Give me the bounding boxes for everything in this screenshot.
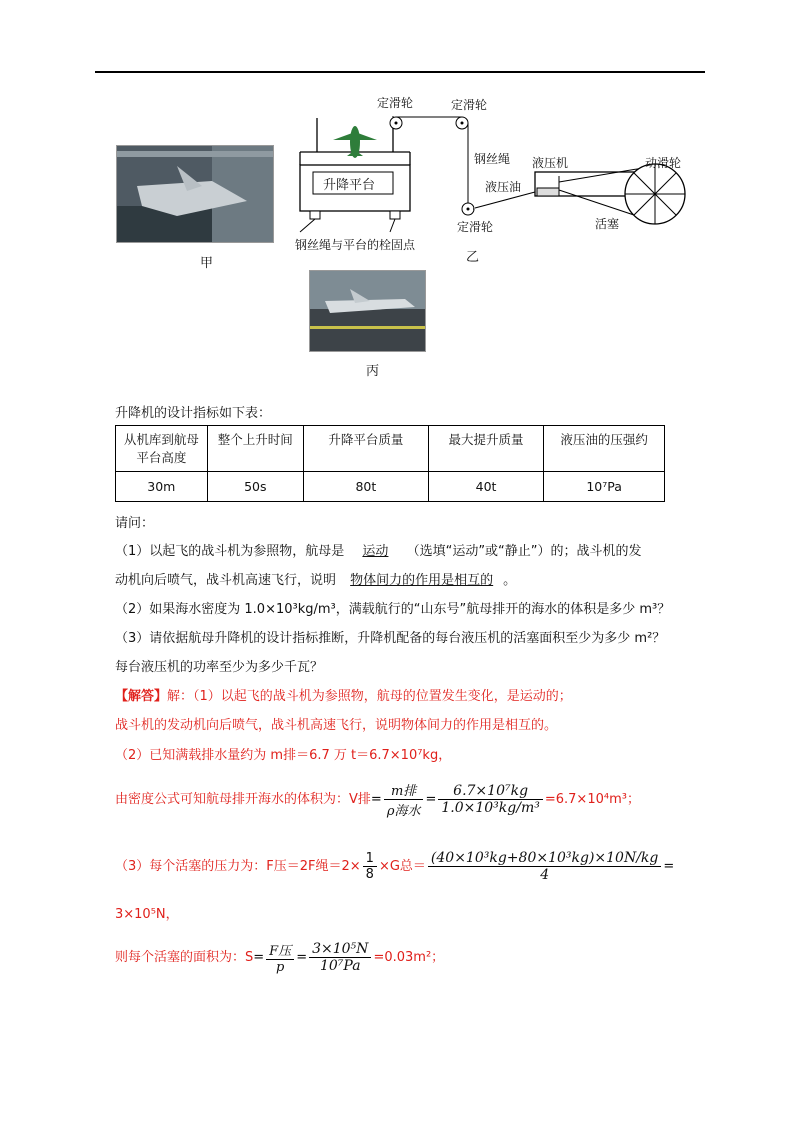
fraction-numerator: 6.7×10⁷kg: [438, 783, 542, 800]
fraction-numerator: F压: [266, 940, 294, 960]
label-piston: 活塞: [595, 217, 620, 231]
answer-l7-result: =0.03m²；: [373, 950, 445, 965]
photo-bing: [309, 270, 426, 352]
fraction: [384, 780, 424, 819]
table-cell: 10⁷Pa: [544, 472, 665, 502]
answer-l5-mid: ×G总＝: [378, 859, 426, 874]
table-cell: 50s: [207, 472, 303, 502]
photo-bing-image: [310, 271, 425, 351]
fraction-denominator: ρ海水: [386, 804, 421, 819]
q1-answer-1: 运动: [362, 544, 389, 559]
table-row: [116, 472, 665, 502]
answer-l4-prefix: 由密度公式可知航母排开海水的体积为：V排: [115, 792, 371, 807]
fraction-numerator: (40×10³kg+80×10³kg)×10N/kg: [428, 850, 661, 867]
table-header: 从机库到航母平台高度: [116, 426, 208, 472]
answer-line-7: 则每个活塞的面积为：S= $\frac{\text{F压}}{p}$ = $\frac{\text{3×10⁵N}}{\text{10⁷Pa}}$ =0.03m²；: [115, 941, 445, 975]
label-anchor: 钢丝绳与平台的栓固点: [295, 238, 416, 252]
q1-answer-2: 物体间力的作用是相互的: [350, 573, 494, 588]
table-header: 升降平台质量: [303, 426, 428, 472]
question-2: （2）如果海水密度为 1.0×10³kg/m³，满载航行的“山东号”航母排开的海水的体积是多少 m³？: [115, 602, 671, 617]
fraction-denominator: 8: [365, 867, 374, 882]
table-header: 整个上升时间: [207, 426, 303, 472]
intro-text: 升降机的设计指标如下表：: [115, 406, 272, 421]
question-1-line-2: [115, 569, 516, 588]
question-3-line-1: （3）请依据航母升降机的设计指标推断，升降机配备的每台液压机的活塞面积至少为多少 m²？: [115, 631, 666, 646]
q1-text-c: 动机向后喷气，战斗机高速飞行，说明: [115, 573, 337, 588]
answer-l7-prefix: 则每个活塞的面积为：S: [115, 950, 254, 965]
fraction-numerator: 3×10⁵N: [309, 941, 371, 958]
q1-text-b: （选填“运动”或“静止”）的；战斗机的发: [406, 544, 642, 559]
table-cell: 40t: [428, 472, 543, 502]
photo-jia-image: [117, 146, 273, 242]
diagram-yi: [285, 90, 705, 260]
top-rule: [95, 71, 705, 73]
question-1-line-1: [115, 540, 642, 559]
label-wire: 钢丝绳: [474, 152, 511, 166]
q1-text-a: （1）以起飞的战斗机为参照物，航母是: [115, 544, 345, 559]
q1-end: 。: [503, 573, 517, 588]
answer-l1: 解：（1）以起飞的战斗机为参照物，航母的位置发生变化，是运动的；: [167, 689, 572, 704]
fraction-denominator: 10⁷Pa: [319, 958, 361, 974]
plane-icon: [333, 126, 377, 158]
fraction: [363, 851, 377, 882]
fraction-denominator: 1.0×10³kg/m³: [441, 800, 540, 816]
table-cell: 30m: [116, 472, 208, 502]
answer-line-4: 由密度公式可知航母排开海水的体积为：V排= $\frac{\text{m排}}{\text{ρ海水}}$ = $\frac{\text{6.7×10⁷kg}}{\text{1.0×10³kg/m³}}$ =6.7×10⁴m³；: [115, 780, 640, 819]
label-pulley-3: 定滑轮: [457, 220, 494, 234]
label-moving-pulley: 动滑轮: [645, 156, 682, 170]
fraction-denominator: p: [276, 960, 285, 975]
answer-l5-prefix: （3）每个活塞的压力为：F压＝2F绳＝2×: [115, 859, 361, 874]
answer-tag: 【解答】: [115, 689, 168, 704]
caption-bing: 丙: [366, 364, 380, 379]
answer-line-6: 3×10⁵N，: [115, 907, 179, 922]
table-header: 液压油的压强约: [544, 426, 665, 472]
label-oil: 液压油: [485, 180, 522, 194]
question-3-line-2: 每台液压机的功率至少为多少千瓦？: [115, 660, 324, 675]
answer-line-5: （3）每个活塞的压力为：F压＝2F绳＝2× $\frac{1}{8}$ ×G总＝ $\frac{\text{(40×10³kg+80×10³kg)×10N/kg}}{4}$ =: [115, 850, 675, 883]
label-pulley-2: 定滑轮: [451, 98, 488, 112]
answer-l4-result: =6.7×10⁴m³；: [544, 792, 640, 807]
fraction: [438, 783, 542, 816]
label-hydraulic-machine: 液压机: [532, 156, 569, 170]
caption-yi: 乙: [466, 250, 480, 265]
table-header: 最大提升质量: [428, 426, 543, 472]
fraction: [266, 940, 294, 975]
answer-line-3: （2）已知满载排水量约为 m排＝6.7 万 t＝6.7×10⁷kg，: [115, 748, 452, 763]
table-cell: 80t: [303, 472, 428, 502]
fraction: [428, 850, 661, 883]
caption-jia: 甲: [200, 256, 214, 271]
fraction: [309, 941, 371, 974]
table-header-row: [116, 426, 665, 472]
photo-jia: [116, 145, 274, 243]
fraction-denominator: 4: [540, 867, 550, 883]
spec-table: [115, 425, 665, 502]
fraction-numerator: 1: [363, 851, 377, 867]
fraction-numerator: m排: [384, 780, 424, 800]
label-platform: 升降平台: [323, 178, 376, 193]
label-pulley-1: 定滑轮: [377, 96, 414, 110]
answer-line-2: 战斗机的发动机向后喷气，战斗机高速飞行，说明物体间力的作用是相互的。: [115, 718, 558, 733]
answer-line-1: [115, 685, 572, 704]
ask-text: 请问：: [115, 516, 155, 531]
